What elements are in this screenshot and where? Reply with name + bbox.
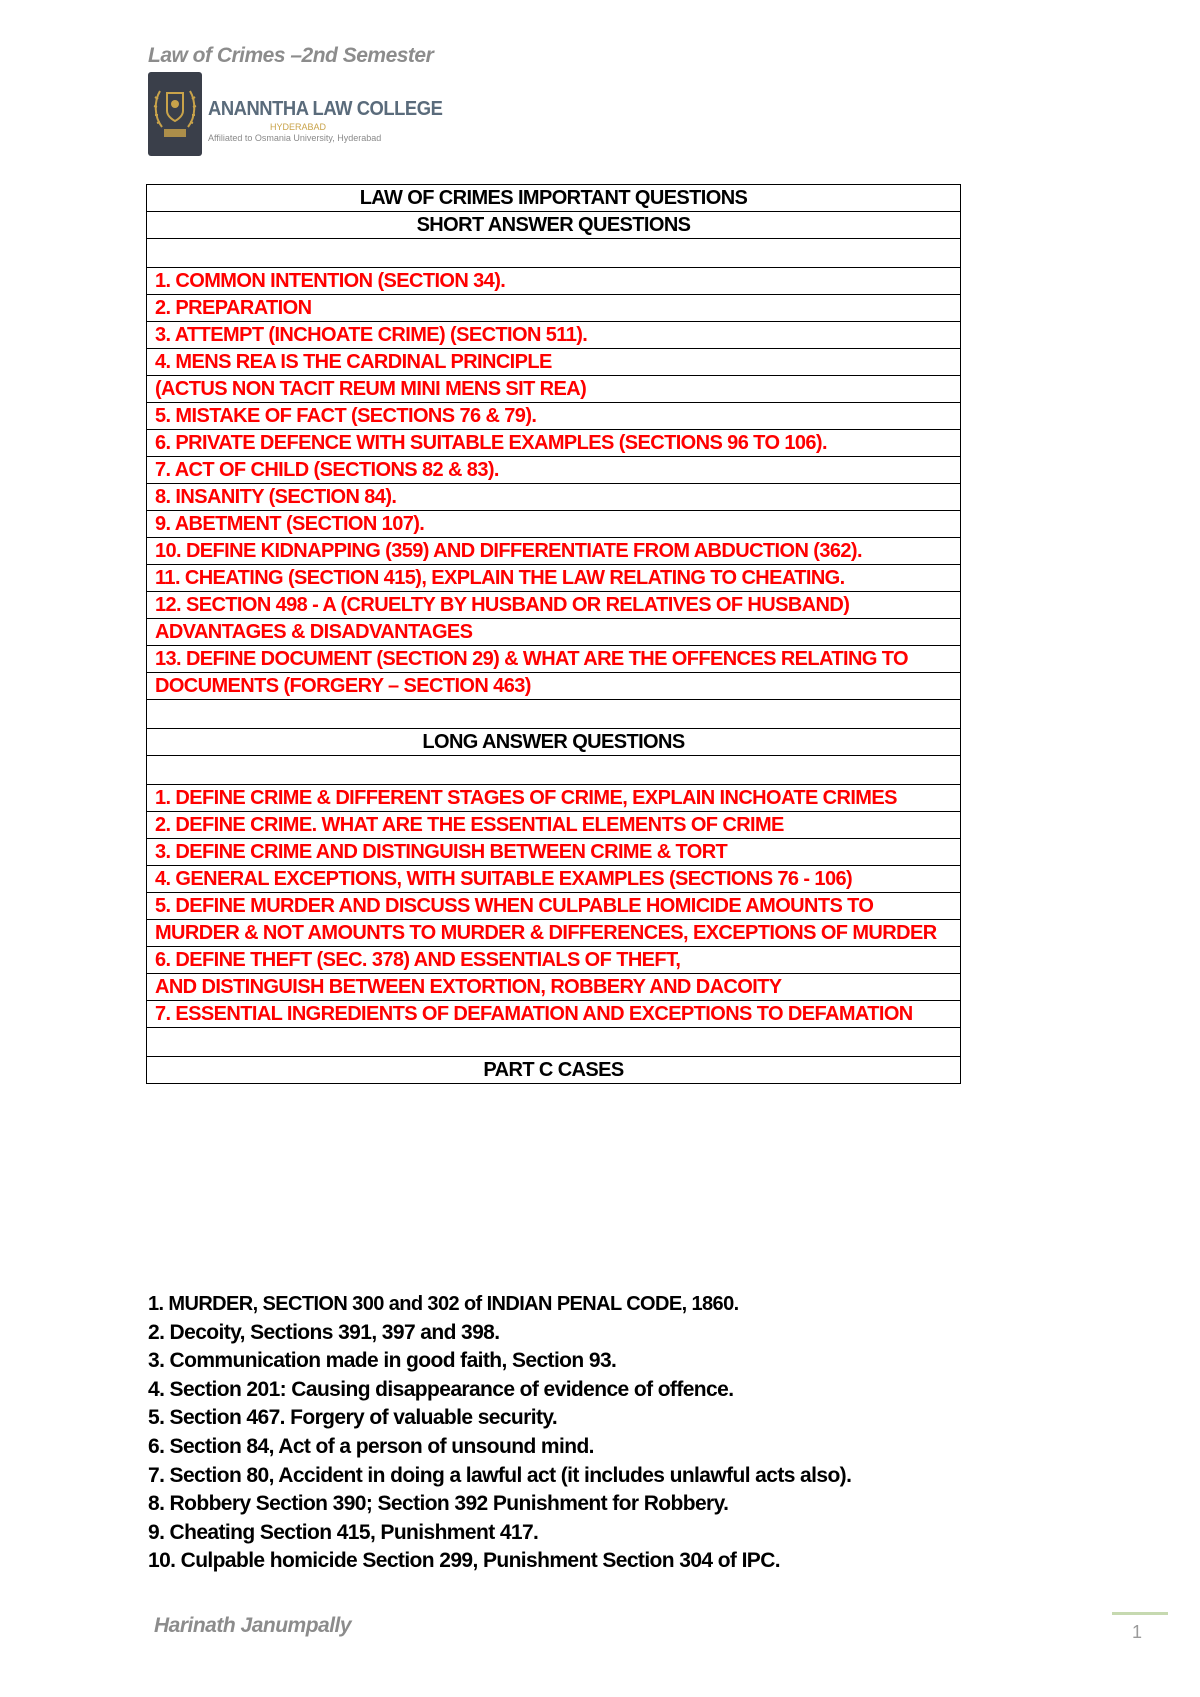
college-affiliation: Affiliated to Osmania University, Hyderabad — [208, 133, 382, 143]
case-item: 6. Section 84, Act of a person of unsound mind. — [148, 1434, 594, 1458]
short-question: 7. ACT OF CHILD (SECTIONS 82 & 83). — [147, 457, 961, 484]
footer-author: Harinath Janumpally — [154, 1614, 352, 1637]
short-question-continuation: (ACTUS NON TACIT REUM MINI MENS SIT REA) — [147, 376, 961, 403]
college-emblem-icon — [152, 79, 198, 149]
college-logo — [148, 72, 202, 156]
footer-divider — [1112, 1612, 1168, 1615]
long-question: 2. DEFINE CRIME. WHAT ARE THE ESSENTIAL ELEMENTS OF CRIME — [147, 812, 961, 839]
case-item: 10. Culpable homicide Section 299, Punishment Section 304 of IPC. — [148, 1549, 781, 1573]
short-question-continuation: ADVANTAGES & DISADVANTAGES — [147, 619, 961, 646]
case-item: 5. Section 467. Forgery of valuable security. — [148, 1406, 558, 1430]
page-number: 1 — [1132, 1622, 1143, 1642]
case-item: 2. Decoity, Sections 391, 397 and 398. — [148, 1320, 500, 1344]
empty-row — [147, 239, 961, 268]
case-item: 3. Communication made in good faith, Section 93. — [148, 1349, 617, 1373]
short-question: 4. MENS REA IS THE CARDINAL PRINCIPLE — [147, 349, 961, 376]
short-answer-heading: SHORT ANSWER QUESTIONS — [147, 212, 961, 239]
long-question: 3. DEFINE CRIME AND DISTINGUISH BETWEEN CRIME & TORT — [147, 839, 961, 866]
long-question: 1. DEFINE CRIME & DIFFERENT STAGES OF CRIME, EXPLAIN INCHOATE CRIMES — [147, 785, 961, 812]
long-question-continuation: MURDER & NOT AMOUNTS TO MURDER & DIFFERENCES, EXCEPTIONS OF MURDER — [147, 920, 961, 947]
case-item: 7. Section 80, Accident in doing a lawful act (it includes unlawful acts also). — [148, 1463, 852, 1487]
college-info — [208, 98, 463, 143]
table-title: LAW OF CRIMES IMPORTANT QUESTIONS — [147, 185, 961, 212]
part-c-heading: PART C CASES — [147, 1057, 961, 1084]
short-question: 10. DEFINE KIDNAPPING (359) AND DIFFERENTIATE FROM ABDUCTION (362). — [147, 538, 961, 565]
empty-row — [147, 1028, 961, 1057]
long-answer-heading: LONG ANSWER QUESTIONS — [147, 729, 961, 756]
document-header-title: Law of Crimes –2nd Semester — [148, 44, 434, 67]
short-question: 13. DEFINE DOCUMENT (SECTION 29) & WHAT ARE THE OFFENCES RELATING TO — [147, 646, 961, 673]
case-item: 4. Section 201: Causing disappearance of evidence of offence. — [148, 1377, 734, 1401]
case-item: 9. Cheating Section 415, Punishment 417. — [148, 1520, 539, 1544]
short-question: 9. ABETMENT (SECTION 107). — [147, 511, 961, 538]
short-question: 1. COMMON INTENTION (SECTION 34). — [147, 268, 961, 295]
empty-row — [147, 756, 961, 785]
long-question: 5. DEFINE MURDER AND DISCUSS WHEN CULPABLE HOMICIDE AMOUNTS TO — [147, 893, 961, 920]
short-question: 6. PRIVATE DEFENCE WITH SUITABLE EXAMPLES (SECTIONS 96 TO 106). — [147, 430, 961, 457]
long-question: 4. GENERAL EXCEPTIONS, WITH SUITABLE EXAMPLES (SECTIONS 76 - 106) — [147, 866, 961, 893]
college-city: HYDERABAD — [270, 122, 327, 132]
case-item: 8. Robbery Section 390; Section 392 Punishment for Robbery. — [148, 1492, 729, 1516]
short-question: 12. SECTION 498 - A (CRUELTY BY HUSBAND OR RELATIVES OF HUSBAND) — [147, 592, 961, 619]
short-question: 2. PREPARATION — [147, 295, 961, 322]
long-question: 7. ESSENTIAL INGREDIENTS OF DEFAMATION AND EXCEPTIONS TO DEFAMATION — [147, 1001, 961, 1028]
long-question-continuation: AND DISTINGUISH BETWEEN EXTORTION, ROBBERY AND DACOITY — [147, 974, 961, 1001]
case-item: 1. MURDER, SECTION 300 and 302 of INDIAN PENAL CODE, 1860. — [148, 1293, 739, 1315]
college-name: ANANNTHA LAW COLLEGE — [208, 98, 443, 120]
short-question-continuation: DOCUMENTS (FORGERY – SECTION 463) — [147, 673, 961, 700]
short-question: 8. INSANITY (SECTION 84). — [147, 484, 961, 511]
part-c-cases-list — [148, 1290, 851, 1576]
questions-table — [146, 184, 961, 1084]
long-question: 6. DEFINE THEFT (SEC. 378) AND ESSENTIALS OF THEFT, — [147, 947, 961, 974]
short-question: 11. CHEATING (SECTION 415), EXPLAIN THE LAW RELATING TO CHEATING. — [147, 565, 961, 592]
short-question: 5. MISTAKE OF FACT (SECTIONS 76 & 79). — [147, 403, 961, 430]
empty-row — [147, 700, 961, 729]
short-question: 3. ATTEMPT (INCHOATE CRIME) (SECTION 511). — [147, 322, 961, 349]
